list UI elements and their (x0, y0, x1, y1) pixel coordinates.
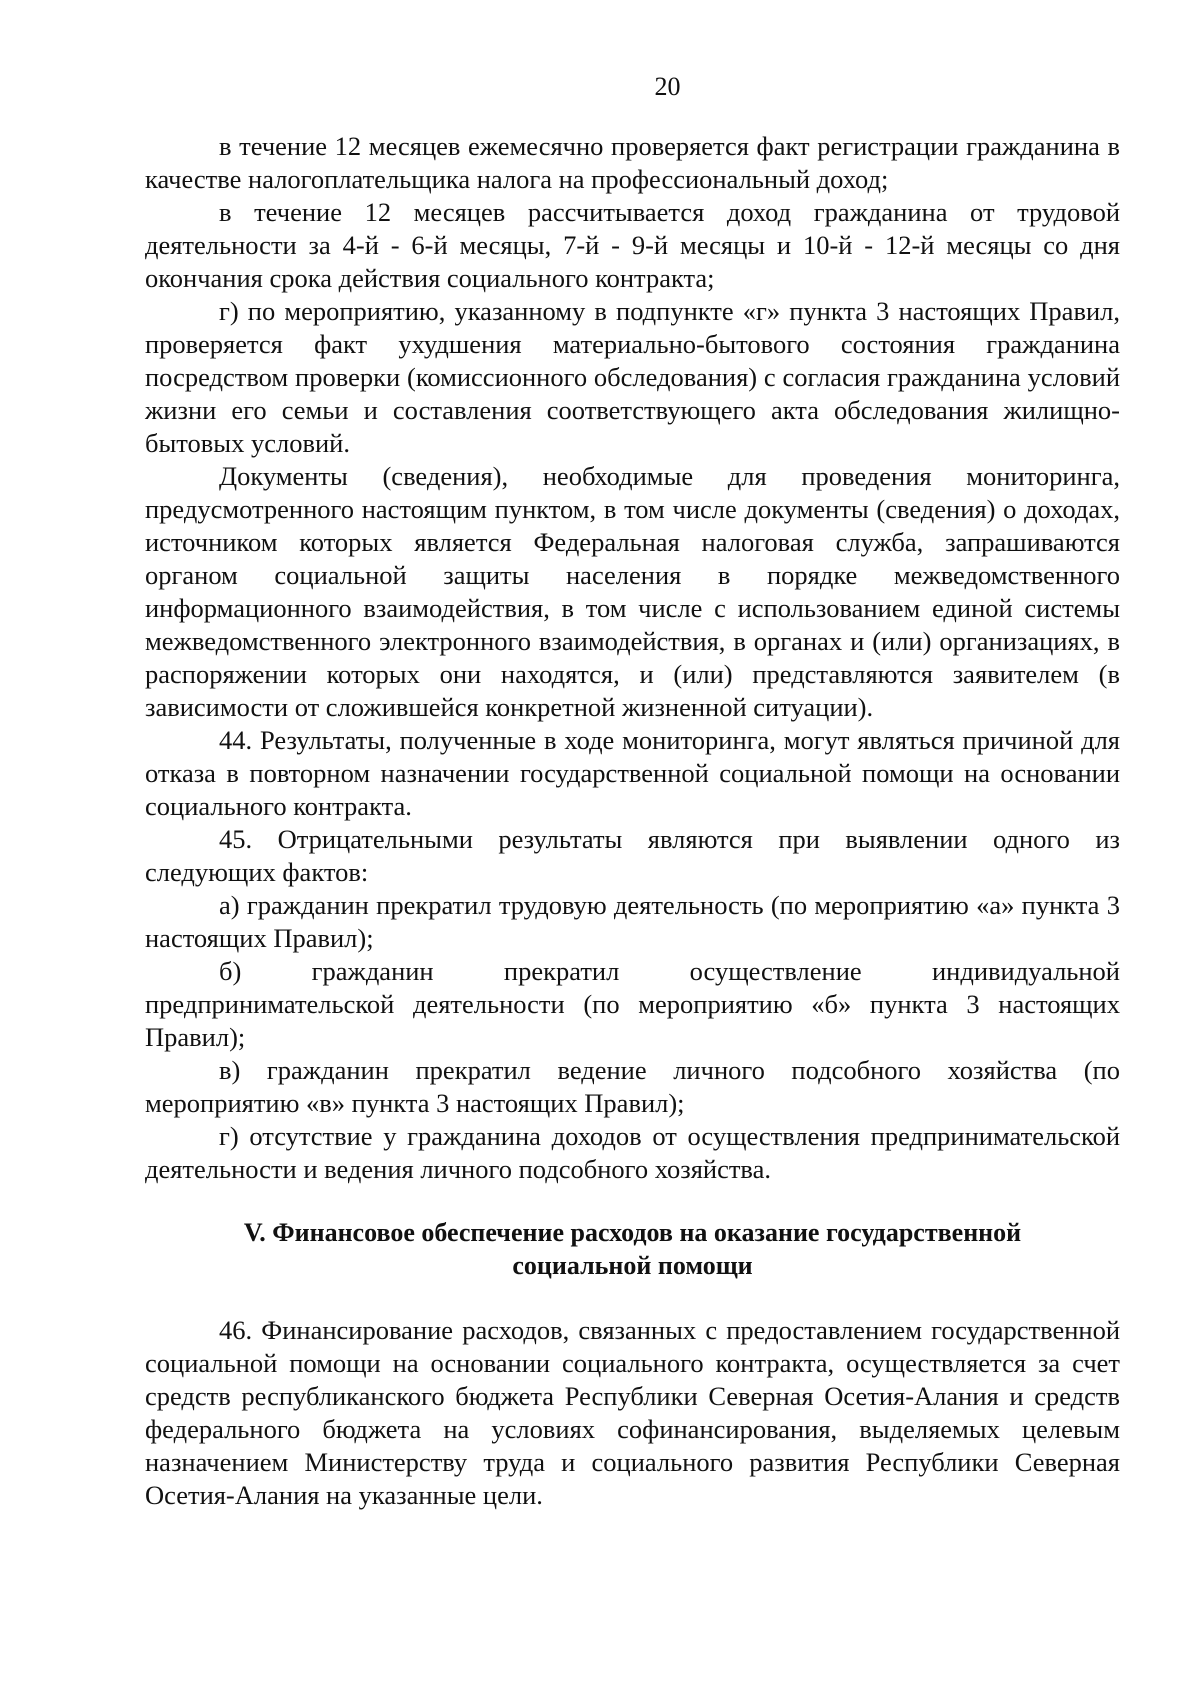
document-body (145, 130, 1120, 1512)
paragraph: в течение 12 месяцев рассчитывается доход гражданина от трудовой деятельности за 4-й - 6-й месяцы, 7-й - 9-й месяцы и 10-й - 12-й месяцы со дня окончания срока действия социального контракта; (145, 197, 1120, 293)
page-number: 20 (654, 72, 681, 101)
paragraph: 44. Результаты, полученные в ходе мониторинга, могут являться причиной для отказа в повторном назначении государственной социальной помощи на основании социального контракта. (145, 725, 1120, 821)
paragraph: в течение 12 месяцев ежемесячно проверяется факт регистрации гражданина в качестве налогоплательщика налога на профессиональный доход; (145, 131, 1120, 194)
paragraph: г) по мероприятию, указанному в подпункте «г» пункта 3 настоящих Правил, проверяется факт ухудшения материально-бытового состояния гражданина посредством проверки (комиссионного обследования) с согласия гражданина условий жизни его семьи и составления соответствующего акта обследования жилищно-бытовых условий. (145, 296, 1120, 458)
paragraph: 45. Отрицательными результаты являются при выявлении одного из следующих фактов: (145, 824, 1120, 887)
section-heading: V. Финансовое обеспечение расходов на оказание государственной социальной помощи (243, 1218, 1022, 1280)
paragraph: б) гражданин прекратил осуществление индивидуальной предпринимательской деятельности (по мероприятию «б» пункта 3 настоящих Правил); (145, 956, 1120, 1052)
paragraph: 46. Финансирование расходов, связанных с предоставлением государственной социальной помощи на основании социального контракта, осуществляется за счет средств республиканского бюджета Республики Северная Осетия-Алания и средств федерального бюджета на условиях софинансирования, выделяемых целевым назначением Министерству труда и социального развития Республики Северная Осетия-Алания на указанные цели. (145, 1315, 1120, 1510)
paragraph: Документы (сведения), необходимые для проведения мониторинга, предусмотренного настоящим пунктом, в том числе документы (сведения) о доходах, источником которых является Федеральная налоговая служба, запрашиваются органом социальной защиты населения в порядке межведомственного информационного взаимодействия, в том числе с использованием единой системы межведомственного электронного взаимодействия, в органах и (или) организациях, в распоряжении которых они находятся, и (или) представляются заявителем (в зависимости от сложившейся конкретной жизненной ситуации). (145, 461, 1120, 722)
paragraph: в) гражданин прекратил ведение личного подсобного хозяйства (по мероприятию «в» пункта 3 настоящих Правил); (145, 1055, 1120, 1118)
paragraph: г) отсутствие у гражданина доходов от осуществления предпринимательской деятельности и ведения личного подсобного хозяйства. (145, 1121, 1120, 1184)
paragraph: а) гражданин прекратил трудовую деятельность (по мероприятию «а» пункта 3 настоящих Правил); (145, 890, 1120, 953)
